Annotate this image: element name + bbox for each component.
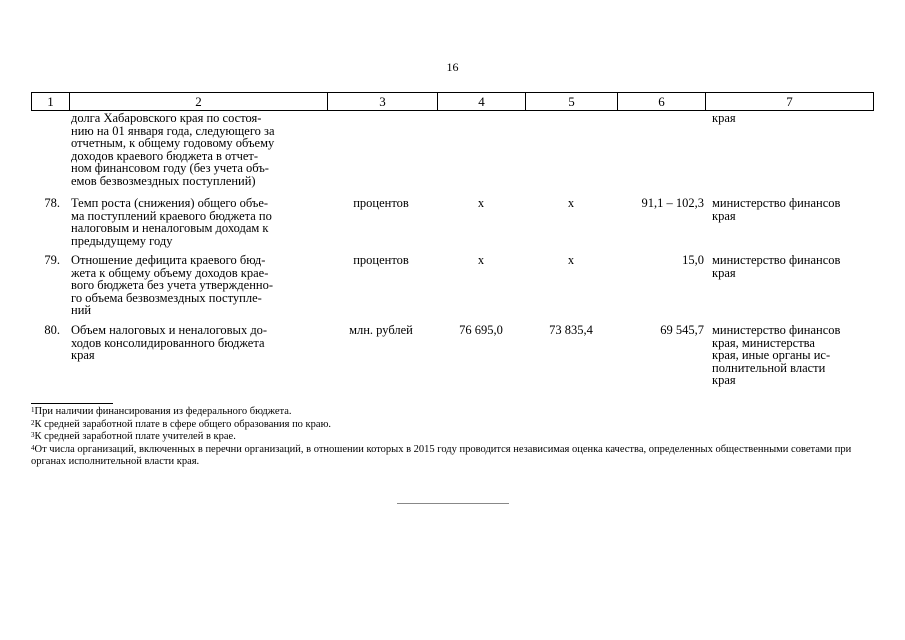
indicator-name: Отношение дефицита краевого бюд- жета к общему объему доходов крае- вого бюджета без учета утвержденно- го объема безвозмездных поступле- ний: [71, 253, 273, 318]
column-header-1: 1: [32, 93, 70, 111]
indicator-name: долга Хабаровского края по состоя- нию на 01 января года, следующего за отчетным, к общему годовому объему доходов краевого бюджета в отчет- ном финансовом году (без учета объ- емов безвозмездных поступлений): [71, 111, 275, 188]
document-end-line: [397, 503, 509, 504]
column-header-2: 2: [70, 93, 328, 111]
footnote-mark: 3: [31, 431, 35, 439]
footnote-text: При наличии финансирования из федерального бюджета.: [34, 406, 292, 417]
footnote-mark: 1: [31, 406, 35, 414]
column-header-3: 3: [328, 93, 438, 111]
footnotes: [31, 406, 876, 469]
footnote-mark: 4: [31, 443, 35, 452]
responsible-body: министерство финансов края: [712, 253, 841, 280]
row-number: 79.: [44, 253, 60, 267]
footnote-separator: [31, 403, 113, 404]
unit: процентов: [353, 196, 409, 210]
responsible-body: министерство финансов края: [712, 196, 841, 223]
value-col-4: х: [477, 196, 485, 210]
responsible-body: края: [712, 111, 736, 125]
value-col-4: 76 695,0: [459, 323, 503, 337]
column-header-6: 6: [618, 93, 706, 111]
row-number: 78.: [44, 196, 60, 210]
value-col-4: х: [477, 253, 485, 267]
column-header-row: [32, 93, 874, 111]
column-header-5: 5: [526, 93, 618, 111]
column-header-4: 4: [438, 93, 526, 111]
footnote-text: К средней заработной плате учителей в крае.: [34, 431, 236, 442]
value-col-5: х: [567, 253, 575, 267]
row-number: 80.: [44, 323, 60, 337]
footnote-text: От числа организаций, включенных в перечни организаций, в отношении которых в 2015 году проводится независимая оценка качества, определенных общественными советами при органах исполнительной власти края.: [31, 443, 852, 467]
responsible-body: министерство финансов края, министерства края, иные органы ис- полнительной власти края: [712, 323, 841, 388]
indicator-name: Объем налоговых и неналоговых до- ходов консолидированного бюджета края: [71, 323, 268, 363]
value-col-5: 73 835,4: [549, 323, 593, 337]
footnote: [31, 444, 876, 469]
page-number: 16: [446, 60, 459, 74]
value-col-5: х: [567, 196, 575, 210]
footnote-text: К средней заработной плате в сфере общего образования по краю.: [34, 418, 332, 430]
unit: млн. рублей: [349, 323, 413, 337]
unit: процентов: [353, 253, 409, 267]
footnote: [31, 431, 876, 444]
footnote: [31, 406, 876, 419]
footnote-mark: 2: [31, 418, 35, 427]
value-col-6: 69 545,7: [660, 323, 704, 337]
column-header-table: [31, 92, 874, 111]
indicator-name: Темп роста (снижения) общего объе- ма поступлений краевого бюджета по налоговым и неналоговым доходам к предыдущему году: [71, 196, 272, 248]
value-col-6: 15,0: [682, 253, 704, 267]
footnote: [31, 419, 876, 432]
column-header-7: 7: [706, 93, 874, 111]
value-col-6: 91,1 – 102,3: [641, 196, 704, 210]
